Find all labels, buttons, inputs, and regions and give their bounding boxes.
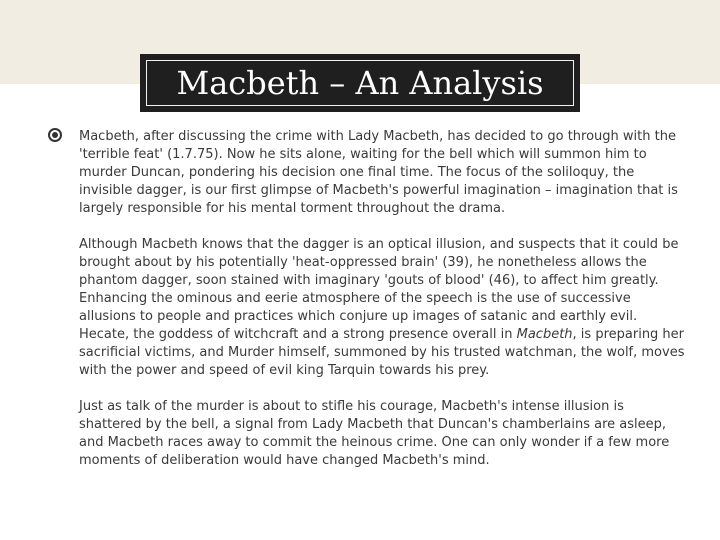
analysis-body — [79, 128, 689, 470]
page-title: Macbeth – An Analysis — [176, 64, 544, 102]
paragraph-3: Just as talk of the murder is about to stifle his courage, Macbeth's intense illusion is shattered by the bell, a signal from Lady Macbeth that Duncan's chamberlains are asleep, and Macbeth races away to commit the heinous crime. One can only wonder if a few more moments of deliberation would have changed Macbeth's mind. — [79, 399, 670, 468]
paragraph-2-part-1: Although Macbeth knows that the dagger is an optical illusion, and suspects that it could be brought about by his potentially 'heat-oppressed brain' (39), he nonetheless allows the phantom dagger, soon stained with imaginary 'gouts of blood' (46), to affect him greatly. Enhancing the ominous and eerie atmosphere of the speech is the use of successive allusions to people and practices which conjure up images of satanic and earthly evil. Hecate, the goddess of witchcraft and a strong presence overall in — [79, 237, 679, 342]
paragraph-2 — [79, 236, 689, 380]
paragraph-2-part-2: , is preparing her sacrificial victims, and Murder himself, summoned by his trusted watchman, the wolf, moves with the power and speed of evil king Tarquin towards his prey. — [79, 327, 685, 378]
paragraph-1: Macbeth, after discussing the crime with Lady Macbeth, has decided to go through with the 'terrible feat' (1.7.75). Now he sits alone, waiting for the bell which will summon him to murder Duncan, pondering his decision one final time. The focus of the soliloquy, the invisible dagger, is our first glimpse of Macbeth's powerful imagination – imagination that is largely responsible for his mental torment throughout the drama. — [79, 129, 678, 216]
paragraph-2-italic-title: Macbeth — [516, 327, 573, 342]
title-box — [140, 54, 580, 112]
radio-bullet-icon — [48, 128, 62, 142]
